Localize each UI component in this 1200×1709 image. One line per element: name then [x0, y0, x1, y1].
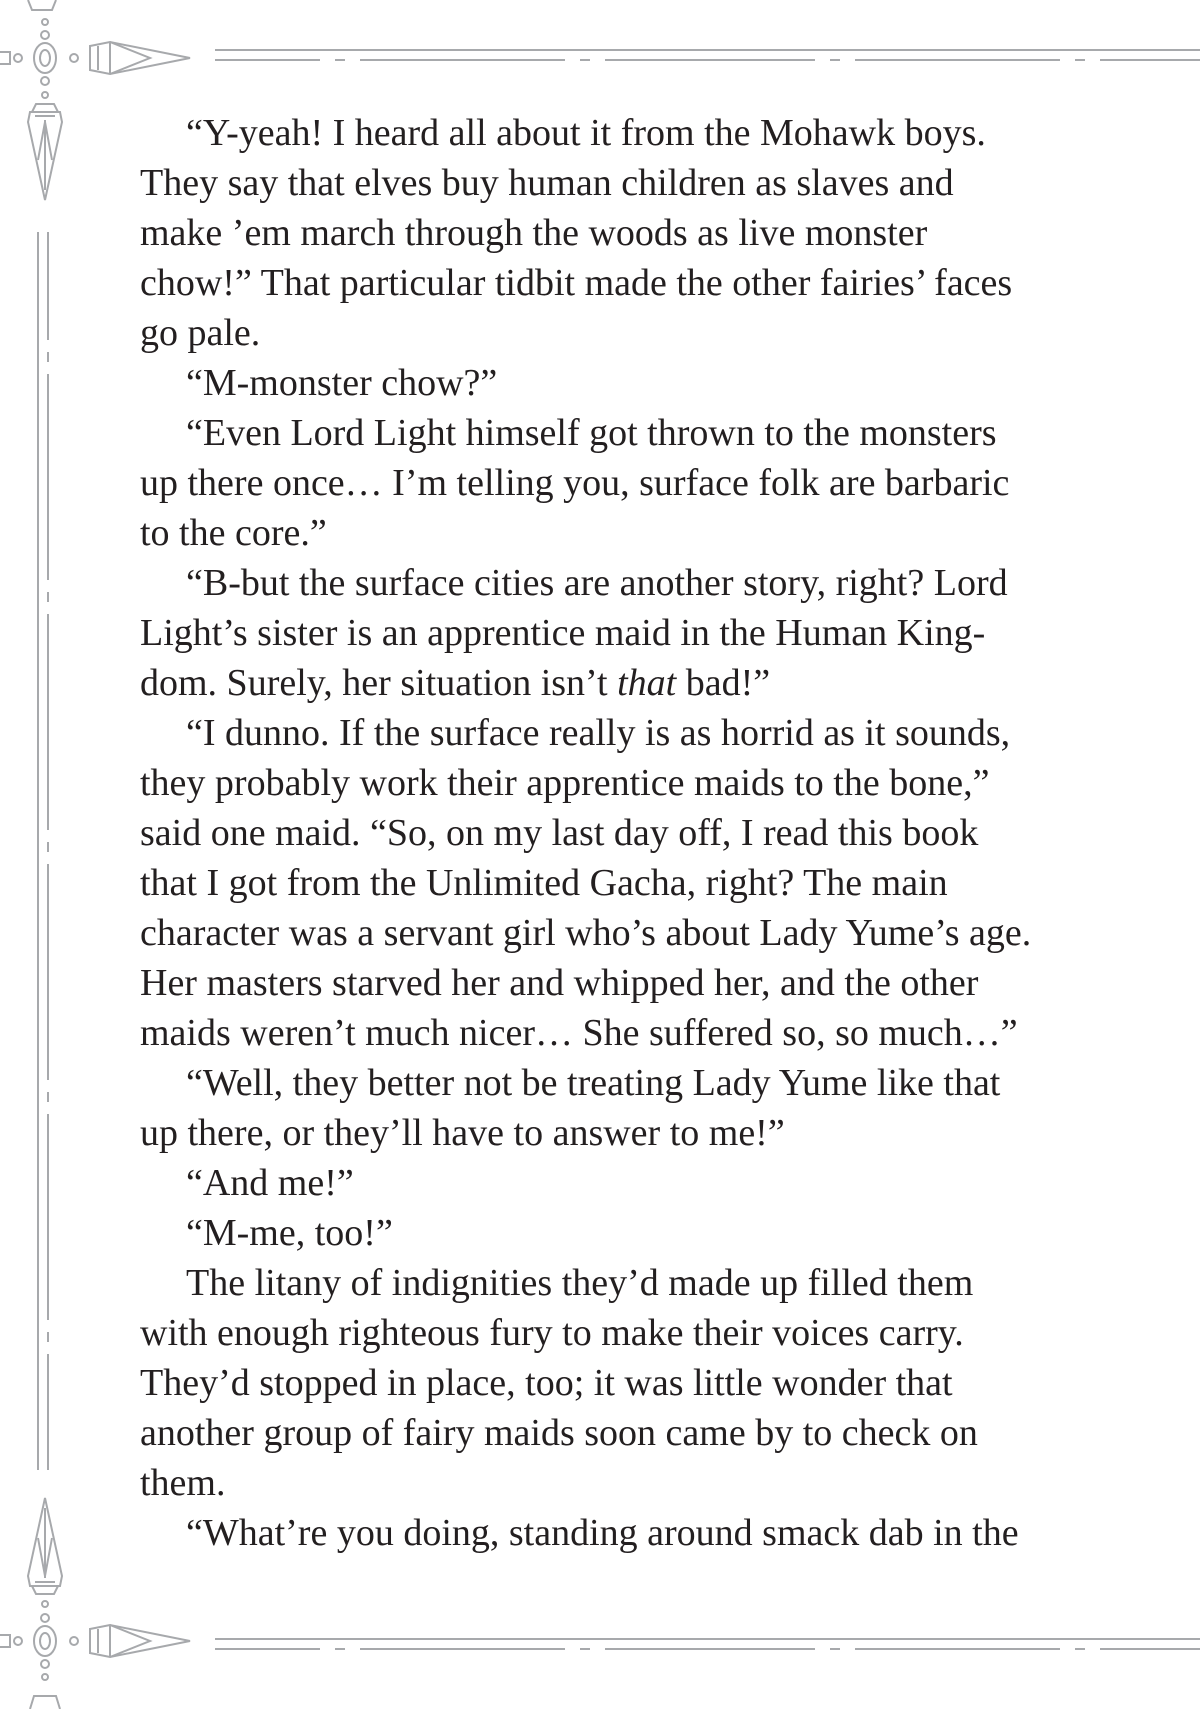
text-line: “M-monster chow?”: [186, 362, 498, 404]
text-line: “Even Lord Light himself got thrown to the monsters: [186, 412, 997, 454]
paragraph: [140, 558, 1055, 708]
text-line: to the core.”: [140, 512, 327, 554]
emphasized-word: that: [617, 662, 677, 704]
paragraph: [140, 1058, 1055, 1158]
text-line: make ’em march through the woods as live monster: [140, 212, 928, 254]
text-line: said one maid. “So, on my last day off, I read this book: [140, 812, 979, 854]
text-line: “M-me, too!”: [186, 1212, 393, 1254]
ring-ornament-icon: [34, 43, 56, 73]
paragraph: [140, 1258, 1055, 1508]
text-line: “And me!”: [186, 1162, 354, 1204]
text-line: “Well, they better not be treating Lady Yume like that: [186, 1062, 1001, 1104]
ring-ornament-icon: [42, 19, 48, 25]
text-line: they probably work their apprentice maids to the bone,”: [140, 762, 990, 804]
text-line: “B-but the surface cities are another story, right? Lord: [186, 562, 1008, 604]
text-line: maids weren’t much nicer… She suffered so, so much…”: [140, 1012, 1018, 1054]
paragraph: [140, 708, 1055, 1058]
text-line: them.: [140, 1462, 226, 1504]
text-line: with enough righteous fury to make their voices carry.: [140, 1312, 964, 1354]
text-line: “What’re you doing, standing around smack dab in the: [186, 1512, 1019, 1554]
crystal-arrow-icon: [90, 1625, 190, 1657]
text-line: They’d stopped in place, too; it was little wonder that: [140, 1362, 953, 1404]
paragraph: [140, 1508, 1055, 1558]
paragraph: [140, 1158, 1055, 1208]
book-page-text: [140, 108, 1055, 1558]
text-line: dom. Surely, her situation isn’t that bad!”: [140, 662, 771, 704]
text-line: Light’s sister is an apprentice maid in the Human King-: [140, 612, 986, 654]
crystal-arrow-icon: [90, 42, 190, 74]
text-line: another group of fairy maids soon came by to check on: [140, 1412, 978, 1454]
paragraph: [140, 358, 1055, 408]
text-line: The litany of indignities they’d made up filled them: [186, 1262, 974, 1304]
paragraph: [140, 1208, 1055, 1258]
text-line: Her masters starved her and whipped her, and the other: [140, 962, 979, 1004]
paragraph: [140, 408, 1055, 558]
text-line: They say that elves buy human children as slaves and: [140, 162, 954, 204]
ring-ornament-icon: [34, 1626, 56, 1656]
text-line: that I got from the Unlimited Gacha, right? The main: [140, 862, 948, 904]
text-line: character was a servant girl who’s about Lady Yume’s age.: [140, 912, 1032, 954]
bottom-rule: [215, 1639, 1200, 1649]
text-line: chow!” That particular tidbit made the other fairies’ faces: [140, 262, 1013, 304]
text-line: “Y-yeah! I heard all about it from the Mohawk boys.: [186, 112, 986, 154]
text-line: “I dunno. If the surface really is as horrid as it sounds,: [186, 712, 1011, 754]
text-line: go pale.: [140, 312, 261, 354]
text-line: up there, or they’ll have to answer to me!”: [140, 1112, 785, 1154]
text-line: up there once… I’m telling you, surface folk are barbaric: [140, 462, 1010, 504]
paragraph: [140, 108, 1055, 358]
left-rule: [38, 232, 48, 1470]
top-rule: [215, 50, 1200, 60]
